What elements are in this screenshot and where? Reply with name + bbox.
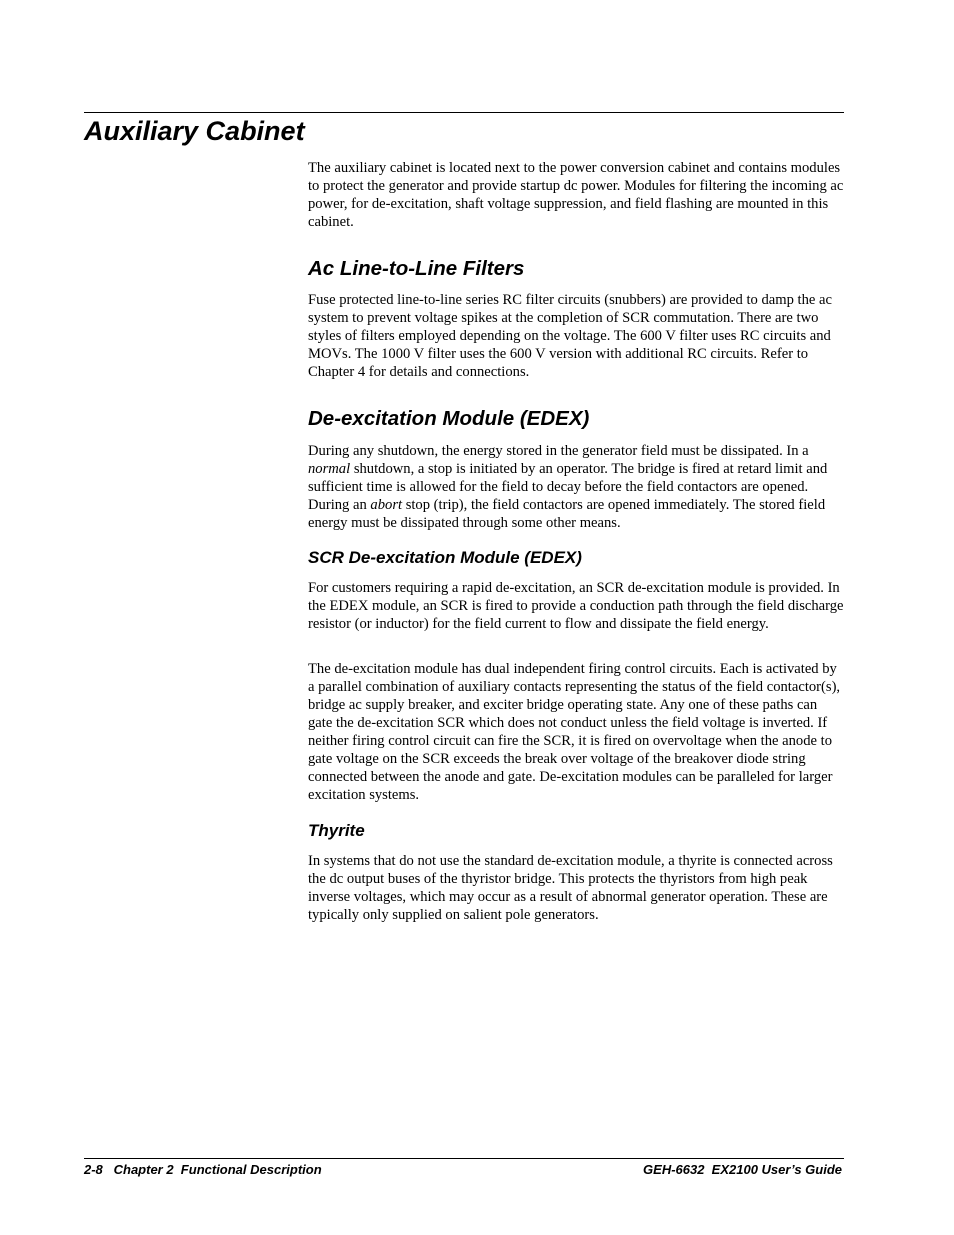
- deexcitation-text-1: During any shutdown, the energy stored in the generator field must be dissipated. In a: [308, 443, 809, 459]
- deexcitation-heading: De-excitation Module (EDEX): [308, 407, 590, 430]
- chapter-title: Auxiliary Cabinet: [84, 116, 305, 146]
- deexcitation-text-3: stop (trip), the field contactors are opened immediately. The stored field energy must be dissipated through some other means.: [308, 497, 826, 531]
- emphasis-abort: abort: [370, 497, 403, 513]
- footer-page-chapter: 2-8 Chapter 2 Functional Description: [84, 1162, 322, 1177]
- emphasis-normal: normal: [308, 461, 351, 477]
- deexcitation-section: [308, 442, 844, 532]
- footer-document-title: GEH-6632 EX2100 User’s Guide: [643, 1162, 842, 1177]
- scr-section-2: [308, 660, 844, 804]
- scr-paragraph-1: For customers requiring a rapid de-excitation, an SCR de-excitation module is provided. In the EDEX module, an SCR is fired to provide a conduction path through the field discharge resistor (or inductor) for the field current to flow and dissipate the field energy.: [308, 580, 844, 632]
- intro-paragraph: [308, 159, 844, 231]
- filters-heading: Ac Line-to-Line Filters: [308, 257, 525, 280]
- thyrite-paragraph: In systems that do not use the standard de-excitation module, a thyrite is connected across the dc output buses of the thyristor bridge. This protects the thyristors from high peak inverse voltages, which may occur as a result of abnormal generator operation. These are typically only supplied on salient pole generators.: [308, 853, 833, 923]
- deexcitation-paragraph: [308, 442, 844, 532]
- footer-rule: [84, 1158, 844, 1159]
- thyrite-heading: Thyrite: [308, 821, 365, 840]
- scr-heading: SCR De-excitation Module (EDEX): [308, 548, 582, 567]
- thyrite-section: [308, 852, 844, 924]
- scr-section: [308, 579, 844, 633]
- filters-section: [308, 291, 844, 381]
- filters-paragraph: Fuse protected line-to-line series RC filter circuits (snubbers) are provided to damp the ac system to prevent voltage spikes at the completion of SCR commutation. There are two styles of filters employed depending on the voltage. The 600 V filter uses RC circuits and MOVs. The 1000 V filter uses the 600 V version with additional RC circuits. Refer to Chapter 4 for details and connections.: [308, 292, 832, 380]
- deexcitation-text-2: shutdown, a stop is initiated by an operator. The bridge is fired at retard limit and sufficient time is allowed for the field to decay before the field contactors are opened. During an: [308, 461, 828, 513]
- intro-text: The auxiliary cabinet is located next to the power conversion cabinet and contains modules to protect the generator and provide startup dc power. Modules for filtering the incoming ac power, for de-excitation, shaft voltage suppression, and field flashing are mounted in this cabinet.: [308, 160, 844, 230]
- scr-paragraph-2: The de-excitation module has dual independent firing control circuits. Each is activated by a parallel combination of auxiliary contacts representing the status of the field contactor(s), bridge ac supply breaker, and exciter bridge operating state. Any one of these paths can gate the de-excitation SCR which does not conduct unless the field voltage is inverted. If neither firing control circuit can fire the SCR, it is fired on overvoltage when the anode to gate voltage on the SCR exceeds the break over voltage of the breakover diode string connected between the anode and gate. De-excitation modules can be paralleled for larger excitation systems.: [308, 661, 841, 803]
